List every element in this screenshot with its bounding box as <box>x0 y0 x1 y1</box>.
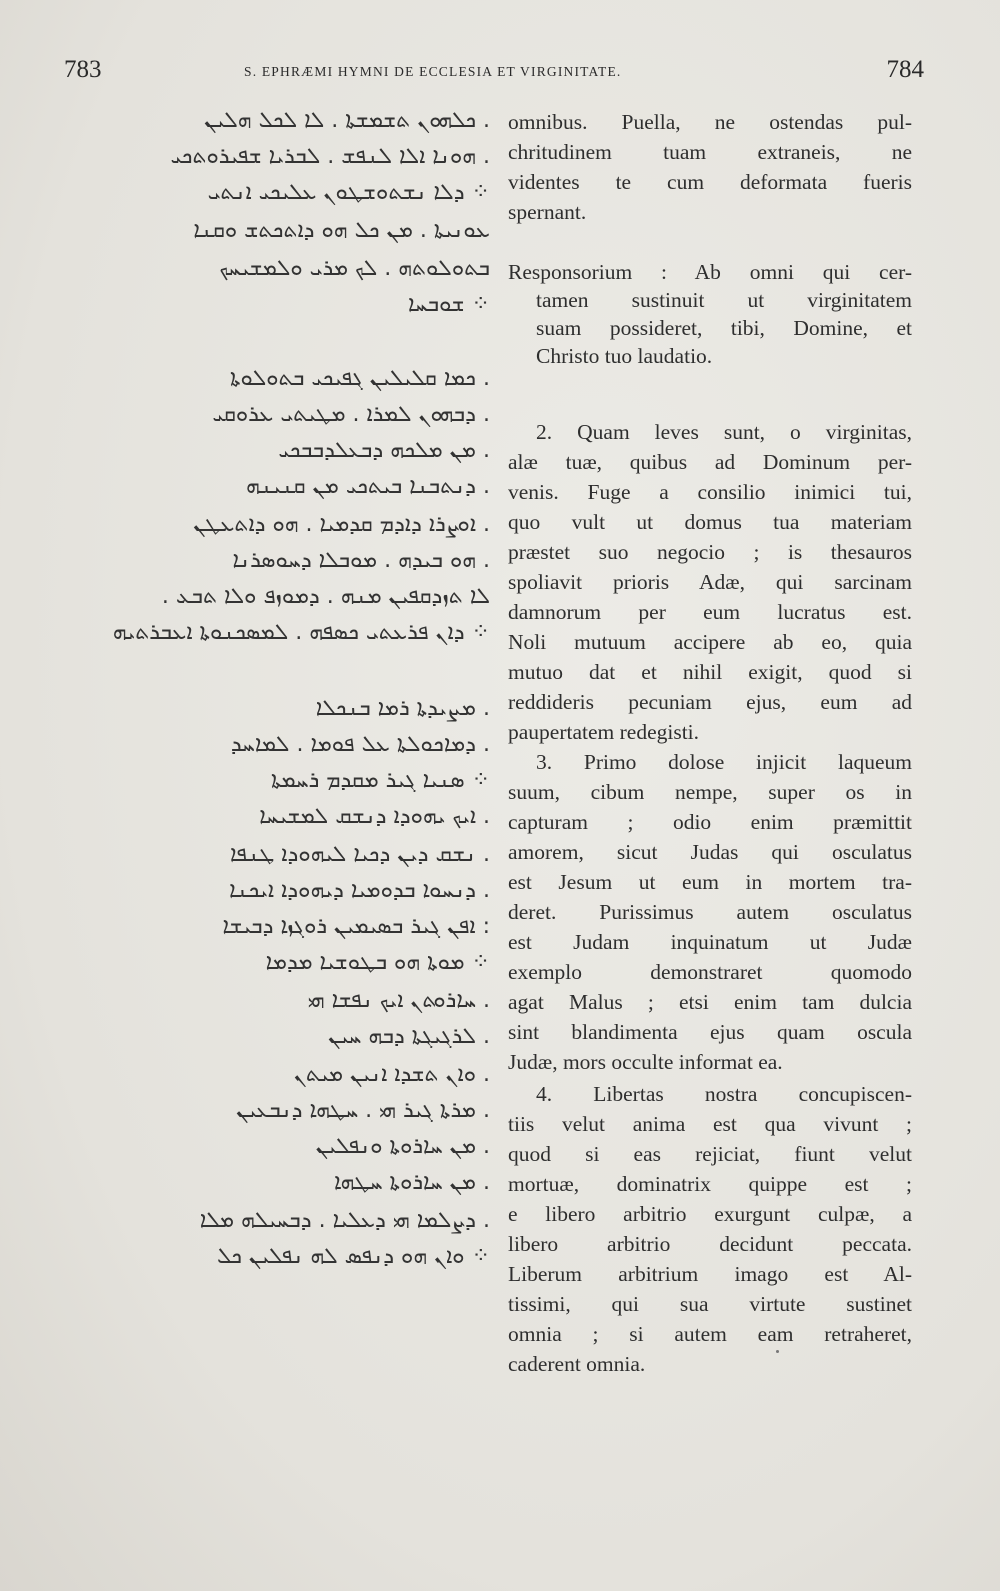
latin-line: omnia ; si autem eam retraheret, <box>508 1322 912 1346</box>
syriac-line: . ܗܘܢܐ ܐܠܐ ܠܢܦܫ . ܠܒܪܝܐ ܫܦܝܪܘܬܟܝ <box>170 144 490 169</box>
syriac-line: . ܡܢ ܡܠܟܗ ܕܒܥܠܕܒܒܟܝ <box>278 438 490 463</box>
responsorium-line: Responsorium : Ab omni qui cer- <box>508 260 912 284</box>
latin-line: Noli mutuum accipere ab eo, quia <box>508 630 912 654</box>
syriac-line: . ܗܘ ܒܝܕܗ . ܡܘܒܠܐ ܕܚܘܣܪܢܐ <box>232 548 490 573</box>
latin-line: 2. Quam leves sunt, o virginitas, <box>536 420 912 444</box>
syriac-line: . ܢܫܩ ܕܝܢ ܕܟܝܐ ܠܝܗܘܕܐ ܛܢܦܐ <box>229 842 490 867</box>
latin-line: reddideris pecuniam ejus, eum ad <box>508 690 912 714</box>
responsorium-line: suam possideret, tibi, Domine, et <box>536 316 912 340</box>
syriac-line: ⁘ ܫܘܒܚܐ <box>407 292 490 317</box>
page-header <box>64 56 924 90</box>
latin-line: 3. Primo dolose injicit laqueum <box>536 750 912 774</box>
latin-line: videntes te cum deformata fueris <box>508 170 912 194</box>
latin-line: capturam ; odio enim præmittit <box>508 810 912 834</box>
latin-line: e libero arbitrio exurgunt culpæ, a <box>508 1202 912 1226</box>
responsorium-line: Christo tuo laudatio. <box>536 344 713 368</box>
latin-line: spoliavit prioris Adæ, qui sarcinam <box>508 570 912 594</box>
syriac-line: . ܡܨܝܕܬܐ ܪܡܐ ܒܢܟܠܐ <box>315 696 490 721</box>
page-number-left: 783 <box>64 56 102 83</box>
syriac-line: . ܐܘܨܪܐ ܕܐܕܡ ܩܕܡܝܐ . ܗܘ ܕܐܬܥܛܢ <box>193 512 490 537</box>
running-title: S. EPHRÆMI HYMNI DE ECCLESIA ET VIRGINITATE. <box>244 64 622 79</box>
latin-line: est Jesum ut eum in mortem tra- <box>508 870 912 894</box>
responsorium-line: tamen sustinuit ut virginitatem <box>536 288 912 312</box>
latin-line: chritudinem tuam extraneis, ne <box>508 140 912 164</box>
syriac-line: . ܐܝܟ ܝܗܘܕܐ ܕܢܫܩ ܠܡܫܝܚܐ <box>259 804 490 829</box>
syriac-line: . ܕܡܐܟܘܠܬܐ ܥܠ ܦܘܡܐ . ܠܡܐܚܕ <box>230 732 490 757</box>
syriac-line: ⁘ ܘܐܢ ܗܘ ܕܢܦܣ ܠܗ ܢܦܠܝܢ ܟܠ <box>216 1244 490 1269</box>
syriac-line: . ܠܪܓܝܓܬܐ ܕܒܗ ܚܝܢ <box>328 1024 490 1049</box>
latin-line: præstet suo negocio ; is thesauros <box>508 540 912 564</box>
syriac-line: . ܚܐܪܘܬܢ ܐܝܟ ܢܦܫܐ ܗܝ <box>307 988 490 1013</box>
syriac-line: ⁘ ܕܠܐ ܢܫܬܘܫܛܘܢ ܥܠܝܟܝ ܐܢܬܝ <box>207 180 490 205</box>
syriac-line: . ܕܢܬܒܢܐ ܒܝܬܟܝ ܡܢ ܩܢܝܢܗ <box>245 474 490 499</box>
latin-line: exemplo demonstraret quomodo <box>508 960 912 984</box>
ink-speck <box>776 1350 779 1353</box>
latin-line: tissimi, qui sua virtute sustinet <box>508 1292 912 1316</box>
latin-line: 4. Libertas nostra concupiscen- <box>536 1082 912 1106</box>
syriac-line: ܥܘܢܝܬܐ . ܡܢ ܟܠ ܗܘ ܕܐܬܟܬܫ ܘܩܢܐ <box>193 218 490 243</box>
syriac-line: . ܡܪܬܐ ܓܝܪ ܗܝ . ܚܛܗܐ ܕܢܒܥܝܢ <box>236 1098 490 1123</box>
syriac-line: . ܕܢܚܘܐ ܒܕܘܡܝܐ ܕܝܗܘܕܐ ܐܝܟܢܐ <box>229 878 490 903</box>
latin-line: spernant. <box>508 200 587 224</box>
latin-line: Liberum arbitrium imago est Al- <box>508 1262 912 1286</box>
syriac-line: . ܟܠܗܘܢ ܬܫܡܫܬܐ . ܠܐ ܠܟܠ ܗܠܝܢ <box>204 108 490 133</box>
latin-line: deret. Purissimus autem osculatus <box>508 900 912 924</box>
latin-line: quod si eas rejiciat, fiunt velut <box>508 1142 912 1166</box>
latin-line: alæ tuæ, quibus ad Dominum per- <box>508 450 912 474</box>
syriac-line: ⁘ ܕܐܢ ܦܪܥܬܝ ܟܣܦܗ . ܠܡܣܟܢܘܬܐ ܐܥܒܪܬܝܗ <box>112 620 490 645</box>
syriac-line: . ܡܢ ܚܐܪܘܬܐ ܚܛܗܐ <box>333 1170 490 1195</box>
latin-line: caderent omnia. <box>508 1352 646 1376</box>
latin-line: tiis velut anima est qua vivunt ; <box>508 1112 912 1136</box>
latin-line: libero arbitrio decidunt peccata. <box>508 1232 912 1256</box>
latin-line: Judæ, mors occulte informat ea. <box>508 1050 783 1074</box>
latin-line: venis. Fuge a consilio inimici tui, <box>508 480 912 504</box>
latin-line: quo vult ut domus tua materiam <box>508 510 912 534</box>
latin-line: omnibus. Puella, ne ostendas pul- <box>508 110 912 134</box>
syriac-line: ܠܐ ܬܙܕܩܦܝܢ ܡܢܗ . ܕܡܘܙܦ ܘܠܐ ܬܒܥ . <box>161 584 490 609</box>
latin-line: amorem, sicut Judas qui osculatus <box>508 840 912 864</box>
syriac-line: . ܡܢ ܚܐܪܘܬܐ ܘܢܦܠܝܢ <box>315 1134 490 1159</box>
syriac-line: . ܕܨܠܡܐ ܗܝ ܕܥܠܝܐ . ܕܒܚܝܠܗ ܡܠܐ <box>199 1208 490 1233</box>
syriac-line: . ܟܡܐ ܩܠܝܠܝܢ ܓܦܝܟܝ ܒܬܘܠܘܬܐ <box>229 366 490 391</box>
latin-line: est Judam inquinatum ut Judæ <box>508 930 912 954</box>
latin-line: mutuo dat et nihil exigit, quod si <box>508 660 912 684</box>
latin-line: mortuæ, dominatrix quippe est ; <box>508 1172 912 1196</box>
latin-line: sint blandimenta ejus quam oscula <box>508 1020 912 1044</box>
syriac-line: . ܕܒܗܘܢ ܠܡܪܐ . ܡܛܝܬܝ ܥܪܘܩܝ <box>212 402 490 427</box>
syriac-line: ⁘ ܡܘܬܐ ܗܘ ܒܛܘܫܝܐ ܡܕܡܐ <box>265 950 490 975</box>
syriac-line: ⁘ ܣܢܝܐ ܓܝܪ ܡܩܕܡ ܪܚܡܬܐ <box>271 768 490 793</box>
latin-line: paupertatem redegisti. <box>508 720 700 744</box>
syriac-line: : ܐܦܢ ܓܝܪ ܒܣܝܡܝܢ ܪܘܓܙܐ ܕܒܝܫܐ <box>222 914 490 939</box>
latin-line: agat Malus ; etsi enim tam dulcia <box>508 990 912 1014</box>
page-number-right: 784 <box>886 56 924 83</box>
latin-line: damnorum per eum lucratus est. <box>508 600 912 624</box>
latin-line: suum, cibum nempe, super os in <box>508 780 912 804</box>
syriac-line: ܒܬܘܠܘܬܗ . ܠܟ ܡܪܝ ܘܠܡܫܝܚܟ <box>219 256 490 281</box>
syriac-line: . ܘܐܢ ܬܫܕܐ ܐܢܝܢ ܡܝܬܢ <box>293 1062 490 1087</box>
